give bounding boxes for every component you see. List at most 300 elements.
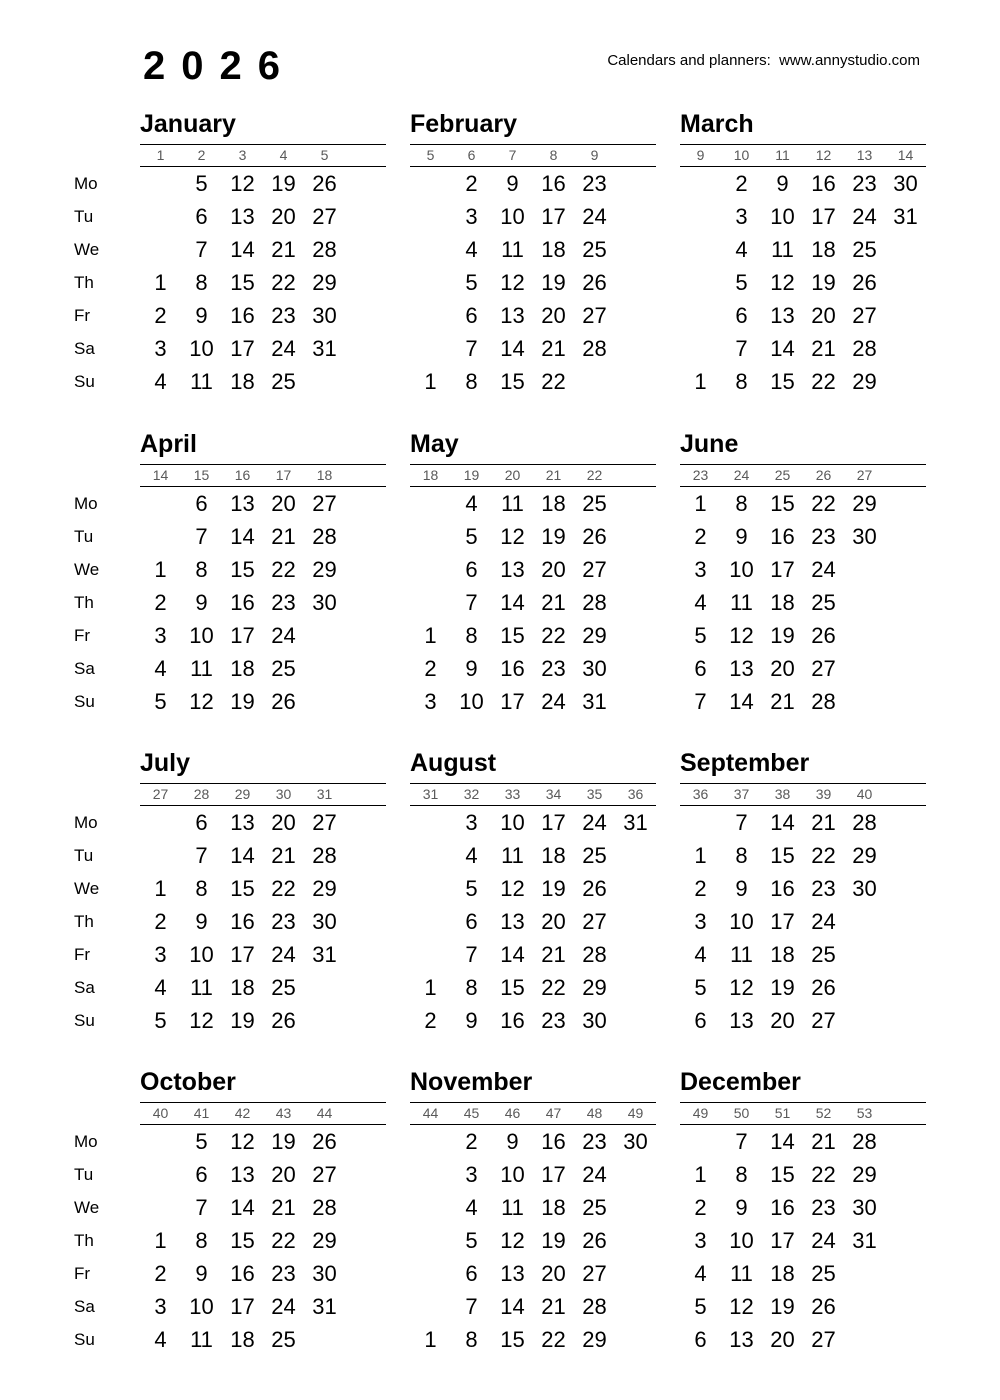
date-cell: [885, 1125, 926, 1158]
date-cell: [615, 971, 656, 1004]
date-cell: 6: [694, 656, 707, 681]
weekday-label: Mo: [74, 494, 98, 513]
date-cell: [844, 685, 885, 718]
date-cell: 15: [230, 557, 255, 582]
date-cell: 24: [271, 1294, 296, 1319]
week-number: [885, 465, 926, 486]
date-cell: 19: [770, 975, 795, 1000]
date-cell: [885, 938, 926, 971]
date-cell: [615, 685, 656, 718]
date-cell: 5: [465, 524, 478, 549]
date-cell: [615, 1224, 656, 1257]
date-cell: 27: [312, 204, 337, 229]
date-cell: 29: [312, 270, 337, 295]
date-cell: [615, 520, 656, 553]
date-cell: [410, 839, 451, 872]
date-cell: 19: [271, 1129, 296, 1154]
date-cell: 22: [271, 876, 296, 901]
date-cell: 11: [190, 975, 213, 1000]
date-cell: [885, 332, 926, 365]
date-cell: 31: [312, 336, 337, 361]
date-cell: 30: [893, 171, 918, 196]
date-cell: 29: [312, 876, 337, 901]
date-cell: 24: [811, 909, 836, 934]
date-cell: 7: [465, 336, 478, 361]
month-row: [0, 430, 1000, 718]
date-cell: [885, 1158, 926, 1191]
date-cell: 13: [729, 1008, 754, 1033]
week-number: 18: [316, 467, 333, 483]
date-cell: [345, 839, 386, 872]
date-cell: 7: [735, 810, 748, 835]
date-cell: 27: [582, 557, 607, 582]
week-numbers-row: [680, 145, 926, 166]
date-cell: 5: [154, 689, 167, 714]
date-cell: 27: [582, 909, 607, 934]
date-cell: 14: [500, 1294, 525, 1319]
date-cell: 1: [694, 1162, 707, 1187]
date-cell: 27: [312, 491, 337, 516]
date-cell: 19: [770, 623, 795, 648]
date-cell: 16: [230, 303, 255, 328]
date-cell: 21: [541, 590, 566, 615]
week-number: 3: [238, 147, 247, 163]
date-cell: 5: [195, 1129, 208, 1154]
week-number: 28: [193, 786, 210, 802]
date-cell: 27: [582, 1261, 607, 1286]
weekday-label: Mo: [74, 1132, 98, 1151]
date-cell: 27: [312, 1162, 337, 1187]
month-february: [410, 110, 656, 398]
date-cell: 2: [694, 524, 707, 549]
date-cell: [615, 1257, 656, 1290]
date-cell: 11: [501, 843, 524, 868]
date-cell: [615, 1004, 656, 1037]
dates-grid: [410, 806, 656, 1037]
date-cell: 7: [465, 1294, 478, 1319]
date-cell: 20: [271, 491, 296, 516]
date-cell: [410, 167, 451, 200]
date-cell: 5: [735, 270, 748, 295]
date-cell: 23: [582, 1129, 607, 1154]
date-cell: [345, 553, 386, 586]
date-cell: 15: [230, 876, 255, 901]
date-cell: [885, 685, 926, 718]
week-number: 26: [815, 467, 832, 483]
date-cell: 14: [230, 1195, 255, 1220]
date-cell: 9: [195, 909, 208, 934]
weekday-label: Th: [74, 1231, 94, 1250]
weekday-label: Fr: [74, 1264, 91, 1283]
date-cell: 13: [230, 491, 255, 516]
date-cell: 23: [271, 590, 296, 615]
dates-grid: [680, 487, 926, 718]
date-cell: 18: [770, 590, 795, 615]
date-cell: 20: [541, 303, 566, 328]
date-cell: 23: [271, 303, 296, 328]
date-cell: [410, 487, 451, 520]
week-number: 47: [545, 1105, 562, 1121]
date-cell: [844, 619, 885, 652]
date-cell: 2: [424, 1008, 437, 1033]
date-cell: [345, 586, 386, 619]
date-cell: 28: [312, 524, 337, 549]
date-cell: 7: [735, 1129, 748, 1154]
date-cell: 6: [694, 1008, 707, 1033]
date-cell: [140, 167, 181, 200]
date-cell: 11: [190, 369, 213, 394]
week-number: 17: [275, 467, 292, 483]
date-cell: 8: [195, 557, 208, 582]
date-cell: [345, 299, 386, 332]
dates-grid: [680, 167, 926, 398]
date-cell: [680, 806, 721, 839]
date-cell: 2: [154, 909, 167, 934]
week-number: 8: [549, 147, 558, 163]
date-cell: 10: [189, 336, 214, 361]
date-cell: [345, 806, 386, 839]
date-cell: 1: [694, 491, 707, 516]
date-cell: 22: [541, 369, 566, 394]
date-cell: 21: [541, 942, 566, 967]
date-cell: [844, 553, 885, 586]
month-october: [140, 1068, 386, 1356]
date-cell: [410, 1191, 451, 1224]
date-cell: [410, 1290, 451, 1323]
week-number: 32: [463, 786, 480, 802]
date-cell: 21: [271, 1195, 296, 1220]
date-cell: 21: [271, 524, 296, 549]
date-cell: 19: [541, 1228, 566, 1253]
date-cell: 31: [312, 942, 337, 967]
date-cell: 6: [465, 909, 478, 934]
date-cell: 7: [195, 524, 208, 549]
date-cell: [885, 1290, 926, 1323]
date-cell: 11: [501, 491, 524, 516]
date-cell: [345, 1191, 386, 1224]
date-cell: 22: [271, 1228, 296, 1253]
week-number: 16: [234, 467, 251, 483]
date-cell: 8: [195, 270, 208, 295]
week-number: 20: [504, 467, 521, 483]
date-cell: 29: [852, 843, 877, 868]
date-cell: 9: [506, 1129, 519, 1154]
week-number: 27: [152, 786, 169, 802]
weekday-label: Mo: [74, 174, 98, 193]
week-number: 12: [815, 147, 832, 163]
date-cell: 23: [811, 1195, 836, 1220]
date-cell: 30: [312, 909, 337, 934]
week-number: [345, 465, 386, 486]
date-cell: [885, 1257, 926, 1290]
week-number: 9: [590, 147, 599, 163]
date-cell: [885, 553, 926, 586]
date-cell: 24: [582, 204, 607, 229]
date-cell: 18: [230, 656, 255, 681]
date-cell: 12: [729, 975, 754, 1000]
date-cell: [615, 266, 656, 299]
date-cell: [345, 487, 386, 520]
date-cell: [345, 872, 386, 905]
date-cell: 12: [500, 524, 525, 549]
date-cell: 2: [154, 590, 167, 615]
date-cell: 12: [500, 270, 525, 295]
week-number: [345, 1103, 386, 1124]
date-cell: 15: [500, 623, 525, 648]
date-cell: [680, 332, 721, 365]
week-number: [615, 465, 656, 486]
date-cell: 23: [541, 656, 566, 681]
month-title: November: [410, 1068, 533, 1096]
date-cell: 13: [230, 204, 255, 229]
week-number: 22: [586, 467, 603, 483]
date-cell: 19: [541, 876, 566, 901]
date-cell: 27: [852, 303, 877, 328]
date-cell: 3: [154, 623, 167, 648]
date-cell: [410, 1158, 451, 1191]
date-cell: 11: [501, 1195, 524, 1220]
date-cell: 20: [541, 557, 566, 582]
date-cell: [615, 652, 656, 685]
date-cell: 22: [811, 369, 836, 394]
date-cell: 19: [230, 1008, 255, 1033]
dates-grid: [410, 487, 656, 718]
date-cell: 6: [195, 491, 208, 516]
date-cell: 13: [729, 1327, 754, 1352]
month-may: [410, 430, 656, 718]
date-cell: 4: [694, 590, 707, 615]
date-cell: 17: [500, 689, 525, 714]
date-cell: 26: [312, 1129, 337, 1154]
date-cell: [615, 1158, 656, 1191]
date-cell: [345, 652, 386, 685]
week-number: 50: [733, 1105, 750, 1121]
week-number: 44: [316, 1105, 333, 1121]
week-number: 42: [234, 1105, 251, 1121]
month-title: October: [140, 1068, 236, 1096]
date-cell: [680, 299, 721, 332]
date-cell: 25: [271, 369, 296, 394]
month-september: [680, 749, 926, 1037]
date-cell: 29: [852, 1162, 877, 1187]
date-cell: 9: [735, 876, 748, 901]
date-cell: 25: [271, 1327, 296, 1352]
date-cell: 20: [271, 1162, 296, 1187]
week-number: 24: [733, 467, 750, 483]
date-cell: [345, 1290, 386, 1323]
date-cell: 24: [811, 557, 836, 582]
date-cell: 12: [500, 876, 525, 901]
date-cell: 30: [312, 1261, 337, 1286]
date-cell: [680, 167, 721, 200]
week-number: 6: [467, 147, 476, 163]
week-number: 14: [152, 467, 169, 483]
date-cell: [304, 1323, 345, 1356]
date-cell: 10: [459, 689, 484, 714]
date-cell: 19: [770, 1294, 795, 1319]
date-cell: 25: [811, 1261, 836, 1286]
date-cell: [140, 1158, 181, 1191]
date-cell: [844, 971, 885, 1004]
week-numbers-row: [680, 784, 926, 805]
weekday-label: Sa: [74, 339, 95, 358]
date-cell: 17: [230, 623, 255, 648]
date-cell: 30: [623, 1129, 648, 1154]
week-number: 39: [815, 786, 832, 802]
dates-grid: [140, 487, 386, 718]
date-cell: 17: [770, 909, 795, 934]
date-cell: [304, 619, 345, 652]
date-cell: [345, 1125, 386, 1158]
week-number: 9: [696, 147, 705, 163]
date-cell: 1: [694, 369, 707, 394]
date-cell: [885, 619, 926, 652]
date-cell: 11: [190, 656, 213, 681]
date-cell: 26: [271, 1008, 296, 1033]
date-cell: 8: [465, 623, 478, 648]
date-cell: 26: [852, 270, 877, 295]
date-cell: 30: [852, 1195, 877, 1220]
date-cell: 22: [811, 1162, 836, 1187]
date-cell: 1: [424, 975, 437, 1000]
date-cell: 29: [312, 557, 337, 582]
date-cell: [844, 938, 885, 971]
date-cell: [885, 806, 926, 839]
month-title: January: [140, 110, 236, 138]
date-cell: [615, 1290, 656, 1323]
date-cell: 21: [271, 237, 296, 262]
week-number: 52: [815, 1105, 832, 1121]
date-cell: 28: [852, 810, 877, 835]
date-cell: [885, 839, 926, 872]
date-cell: 10: [189, 1294, 214, 1319]
date-cell: 23: [811, 524, 836, 549]
weekday-gutter: [0, 1068, 140, 1356]
date-cell: 15: [770, 369, 795, 394]
date-cell: 8: [465, 369, 478, 394]
date-cell: 3: [424, 689, 437, 714]
weekday-label: Sa: [74, 1297, 95, 1316]
date-cell: 14: [500, 336, 525, 361]
date-cell: 4: [465, 843, 478, 868]
date-cell: 17: [770, 1228, 795, 1253]
date-cell: [345, 619, 386, 652]
date-cell: 7: [694, 689, 707, 714]
date-cell: [615, 365, 656, 398]
week-number: 11: [775, 147, 790, 163]
date-cell: 10: [729, 1228, 754, 1253]
date-cell: 5: [694, 623, 707, 648]
date-cell: [140, 839, 181, 872]
date-cell: 3: [465, 1162, 478, 1187]
date-cell: 3: [465, 204, 478, 229]
date-cell: 31: [582, 689, 607, 714]
date-cell: 20: [541, 909, 566, 934]
date-cell: 13: [500, 1261, 525, 1286]
date-cell: 12: [500, 1228, 525, 1253]
weekday-gutter: [0, 749, 140, 1037]
date-cell: 4: [694, 1261, 707, 1286]
date-cell: [410, 266, 451, 299]
week-number: 19: [463, 467, 480, 483]
date-cell: 12: [230, 1129, 255, 1154]
date-cell: 16: [770, 524, 795, 549]
month-title: September: [680, 749, 810, 777]
weekday-label: Fr: [74, 626, 91, 645]
date-cell: 28: [312, 843, 337, 868]
date-cell: 24: [271, 336, 296, 361]
date-cell: 31: [623, 810, 648, 835]
date-cell: [345, 200, 386, 233]
date-cell: 31: [852, 1228, 877, 1253]
date-cell: 28: [312, 237, 337, 262]
date-cell: [885, 365, 926, 398]
date-cell: 14: [770, 810, 795, 835]
date-cell: 28: [582, 590, 607, 615]
date-cell: 12: [189, 1008, 214, 1033]
date-cell: [615, 200, 656, 233]
weekday-label: We: [74, 879, 100, 898]
month-march: [680, 110, 926, 398]
week-number: 45: [463, 1105, 480, 1121]
dates-grid: [140, 1125, 386, 1356]
date-cell: 16: [541, 171, 566, 196]
date-cell: 16: [230, 909, 255, 934]
dates-grid: [410, 167, 656, 398]
date-cell: [410, 938, 451, 971]
month-january: [140, 110, 386, 398]
date-cell: 6: [735, 303, 748, 328]
date-cell: 5: [465, 876, 478, 901]
date-cell: [345, 905, 386, 938]
date-cell: 18: [541, 237, 566, 262]
date-cell: 3: [694, 909, 707, 934]
date-cell: 31: [893, 204, 918, 229]
date-cell: 26: [271, 689, 296, 714]
date-cell: 13: [500, 909, 525, 934]
date-cell: 22: [811, 491, 836, 516]
date-cell: 25: [582, 491, 607, 516]
date-cell: [140, 487, 181, 520]
date-cell: 30: [312, 590, 337, 615]
date-cell: 8: [735, 843, 748, 868]
date-cell: 30: [582, 656, 607, 681]
date-cell: [615, 586, 656, 619]
date-cell: 17: [541, 1162, 566, 1187]
date-cell: [345, 520, 386, 553]
date-cell: 23: [271, 1261, 296, 1286]
date-cell: 16: [770, 876, 795, 901]
date-cell: 21: [811, 336, 836, 361]
date-cell: 3: [735, 204, 748, 229]
date-cell: [885, 520, 926, 553]
date-cell: 17: [230, 336, 255, 361]
date-cell: 16: [541, 1129, 566, 1154]
date-cell: 22: [541, 975, 566, 1000]
month-july: [140, 749, 386, 1037]
date-cell: [345, 938, 386, 971]
date-cell: [885, 872, 926, 905]
week-number: [615, 145, 656, 166]
week-number: 2: [197, 147, 206, 163]
date-cell: [680, 233, 721, 266]
date-cell: [304, 652, 345, 685]
date-cell: 29: [582, 975, 607, 1000]
date-cell: 7: [195, 237, 208, 262]
date-cell: 17: [811, 204, 836, 229]
weekday-gutter: [0, 430, 140, 718]
date-cell: 2: [465, 1129, 478, 1154]
